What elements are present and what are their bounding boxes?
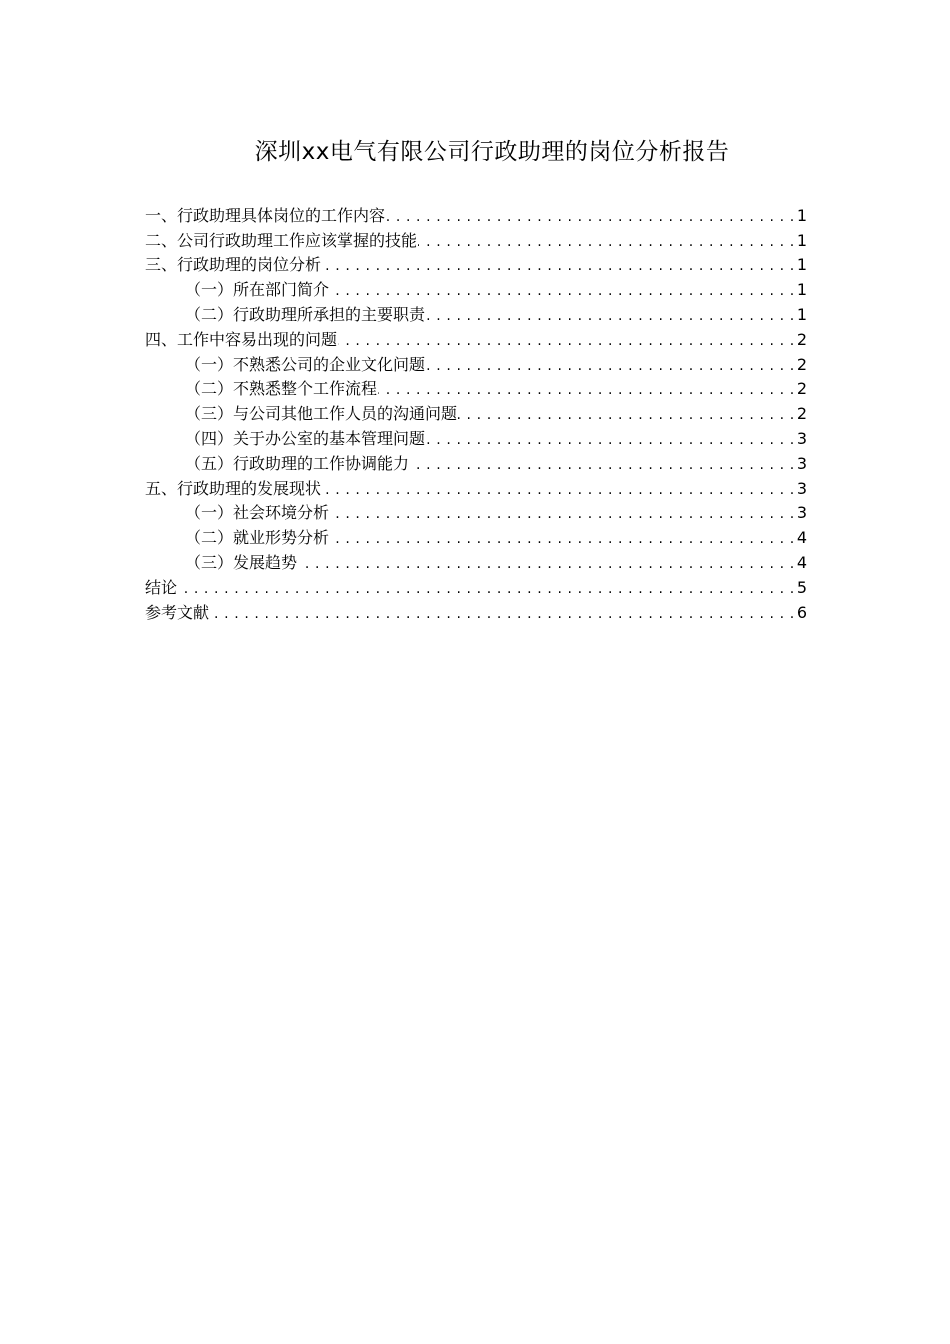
toc-dot-leader — [378, 379, 795, 399]
toc-page-number: 4 — [796, 552, 807, 572]
toc-dot-leader — [330, 280, 795, 300]
toc-entry-text: （三）发展趋势 — [185, 552, 298, 572]
toc-page-number: 1 — [796, 280, 807, 300]
toc-dot-leader — [210, 603, 795, 623]
toc-entry-text: 五、行政助理的发展现状 — [145, 478, 322, 498]
toc-subentry[interactable] — [145, 300, 807, 325]
toc-dot-leader — [178, 578, 795, 598]
toc-page-number: 4 — [796, 528, 807, 548]
toc-dot-leader — [426, 305, 795, 325]
toc-entry[interactable] — [145, 226, 807, 251]
toc-dot-leader — [426, 429, 795, 449]
toc-page-number: 1 — [796, 230, 807, 250]
toc-page-number: 3 — [796, 428, 807, 448]
toc-subentry[interactable] — [145, 399, 807, 424]
document-title: 深圳xx电气有限公司行政助理的岗位分析报告 — [254, 139, 730, 165]
toc-entry-text: 结论 — [145, 577, 178, 597]
toc-subentry[interactable] — [145, 449, 807, 474]
toc-page-number: 2 — [796, 329, 807, 349]
toc-entry-text: （一）社会环境分析 — [185, 503, 330, 523]
toc-subentry[interactable] — [145, 350, 807, 375]
toc-dot-leader — [338, 330, 795, 350]
toc-subentry[interactable] — [145, 424, 807, 449]
toc-dot-leader — [298, 553, 795, 573]
toc-entry[interactable] — [145, 325, 807, 350]
toc-entry-text: （五）行政助理的工作协调能力 — [185, 453, 410, 473]
toc-entry-text: 参考文献 — [145, 602, 210, 622]
toc-entry[interactable] — [145, 474, 807, 499]
table-of-contents — [145, 201, 807, 623]
toc-dot-leader — [418, 231, 795, 251]
toc-dot-leader — [330, 503, 795, 523]
toc-subentry[interactable] — [145, 375, 807, 400]
toc-page-number: 3 — [796, 453, 807, 473]
toc-page-number: 1 — [796, 304, 807, 324]
toc-page-number: 2 — [796, 379, 807, 399]
toc-dot-leader — [458, 404, 795, 424]
toc-subentry[interactable] — [145, 275, 807, 300]
toc-entry[interactable] — [145, 573, 807, 598]
toc-entry[interactable] — [145, 201, 807, 226]
toc-dot-leader — [322, 479, 795, 499]
toc-entry-text: 二、公司行政助理工作应该掌握的技能 — [145, 230, 418, 250]
toc-entry-text: （二）行政助理所承担的主要职责 — [185, 304, 426, 324]
toc-subentry[interactable] — [145, 548, 807, 573]
toc-page-number: 2 — [796, 404, 807, 424]
toc-dot-leader — [410, 454, 795, 474]
toc-page-number: 1 — [796, 255, 807, 275]
toc-dot-leader — [330, 528, 795, 548]
toc-entry[interactable] — [145, 251, 807, 276]
toc-subentry[interactable] — [145, 499, 807, 524]
toc-dot-leader — [426, 355, 795, 375]
toc-dot-leader — [386, 206, 795, 226]
toc-entry-text: 一、行政助理具体岗位的工作内容 — [145, 205, 386, 225]
toc-entry-text: （三）与公司其他工作人员的沟通问题 — [185, 404, 458, 424]
toc-entry-text: （二）就业形势分析 — [185, 528, 330, 548]
toc-page-number: 2 — [796, 354, 807, 374]
toc-page-number: 5 — [796, 577, 807, 597]
toc-page-number: 3 — [796, 503, 807, 523]
toc-entry-text: （二）不熟悉整个工作流程 — [185, 379, 378, 399]
toc-page-number: 6 — [796, 602, 807, 622]
toc-entry[interactable] — [145, 598, 807, 623]
toc-page-number: 3 — [796, 478, 807, 498]
toc-subentry[interactable] — [145, 523, 807, 548]
toc-entry-text: （四）关于办公室的基本管理问题 — [185, 428, 426, 448]
toc-dot-leader — [322, 255, 795, 275]
toc-entry-text: （一）所在部门简介 — [185, 280, 330, 300]
toc-entry-text: 三、行政助理的岗位分析 — [145, 255, 322, 275]
toc-page-number: 1 — [796, 205, 807, 225]
toc-entry-text: （一）不熟悉公司的企业文化问题 — [185, 354, 426, 374]
toc-entry-text: 四、工作中容易出现的问题 — [145, 329, 338, 349]
